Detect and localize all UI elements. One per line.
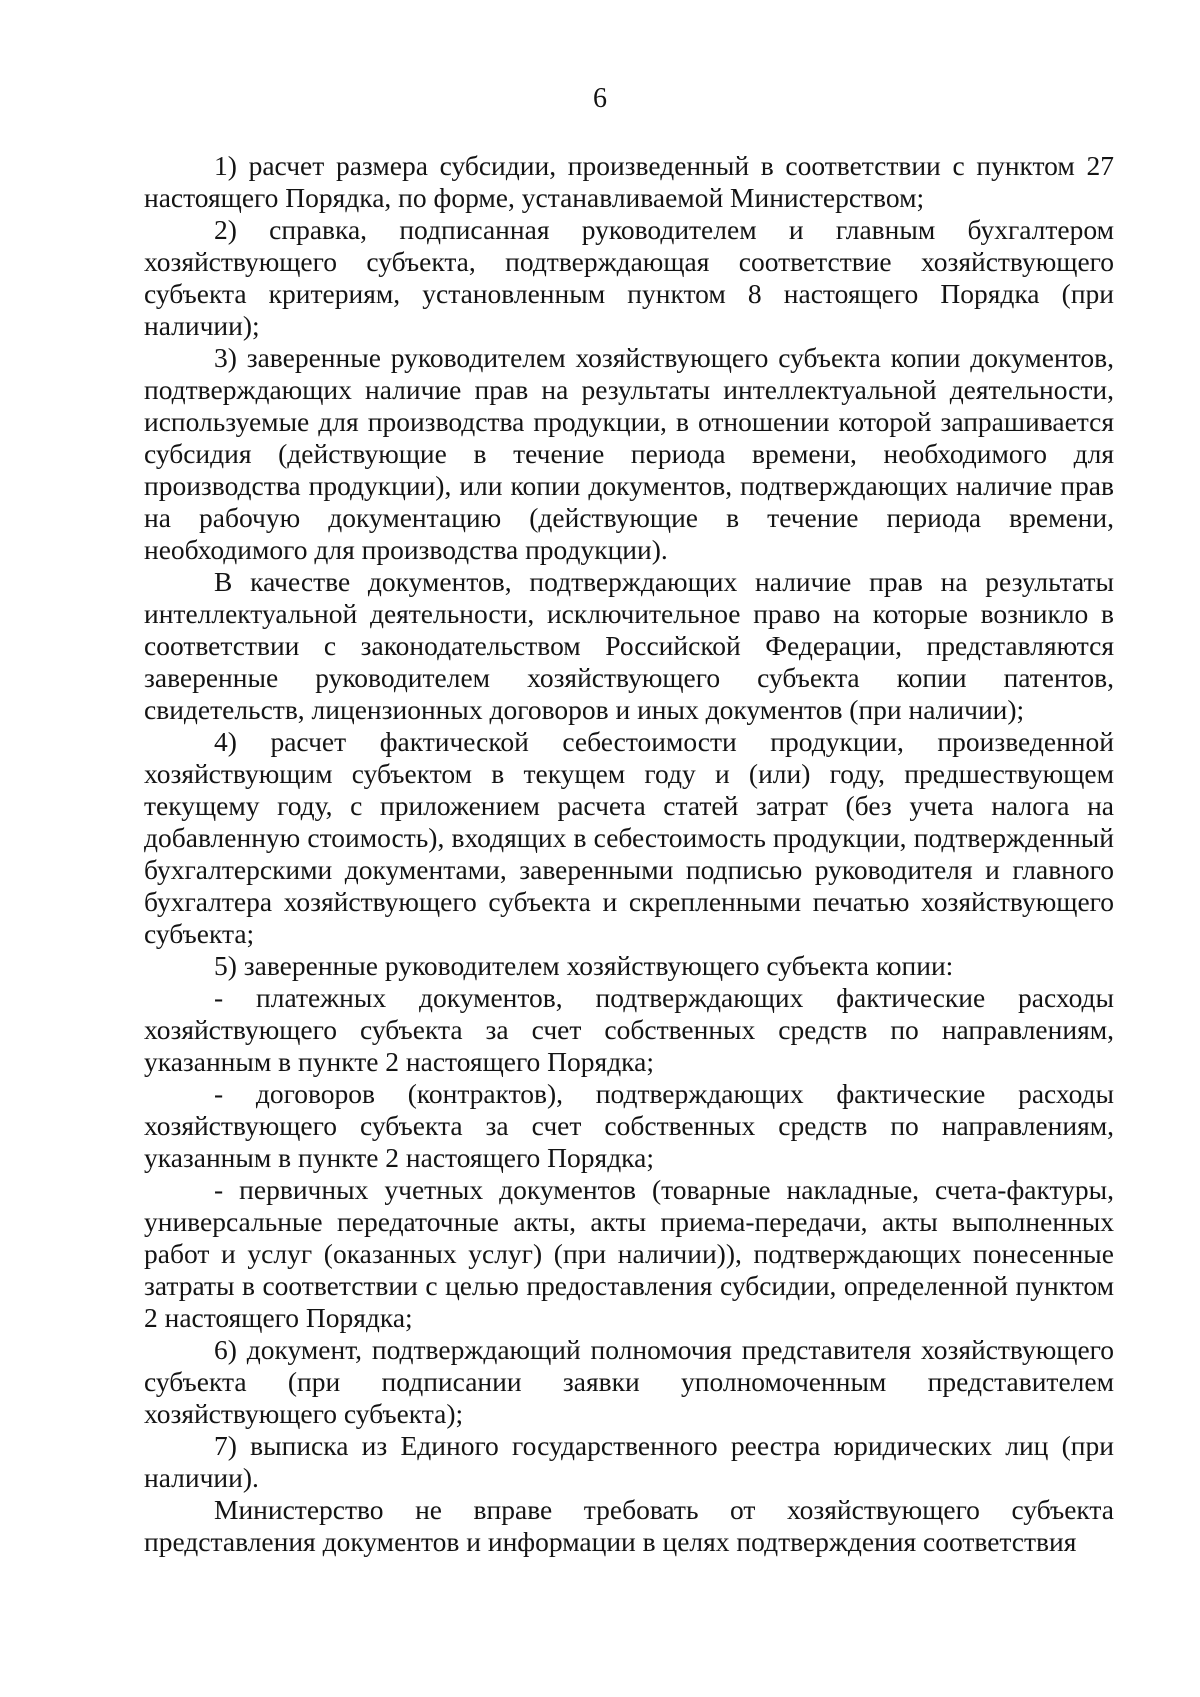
paragraph-item-1: 1) расчет размера субсидии, произведенный в соответствии с пунктом 27 настоящего Порядка, по форме, устанавливаемой Министерством;	[144, 150, 1114, 213]
list-item-payment-documents: - платежных документов, подтверждающих фактические расходы хозяйствующего субъекта за счет собственных средств по направлениям, указанным в пункте 2 настоящего Порядка;	[144, 982, 1114, 1077]
paragraph-item-5: 5) заверенные руководителем хозяйствующего субъекта копии:	[214, 950, 954, 981]
list-item-primary-documents: - первичных учетных документов (товарные накладные, счета-фактуры, универсальные передаточные акты, акты приема-передачи, акты выполненных работ и услуг (оказанных услуг) (при наличии)), подтверждающих понесенные затраты в соответствии с целью предоставления субсидии, определенной пунктом 2 настоящего Порядка;	[144, 1174, 1114, 1333]
paragraph-patents: В качестве документов, подтверждающих наличие прав на результаты интеллектуальной деятельности, исключительное право на которые возникло в соответствии с законодательством Российской Федерации, представляются заверенные руководителем хозяйствующего субъекта копии патентов, свидетельств, лицензионных договоров и иных документов (при наличии);	[144, 566, 1114, 725]
paragraph-ministry: Министерство не вправе требовать от хозяйствующего субъекта представления документов и информации в целях подтверждения соответствия	[144, 1494, 1114, 1557]
list-item-contracts: - договоров (контрактов), подтверждающих фактические расходы хозяйствующего субъекта за счет собственных средств по направлениям, указанным в пункте 2 настоящего Порядка;	[144, 1078, 1114, 1173]
document-body	[144, 150, 1114, 1558]
paragraph-item-7: 7) выписка из Единого государственного реестра юридических лиц (при наличии).	[144, 1430, 1114, 1493]
paragraph-item-6: 6) документ, подтверждающий полномочия представителя хозяйствующего субъекта (при подписании заявки уполномоченным представителем хозяйствующего субъекта);	[144, 1334, 1114, 1429]
page-number: 6	[593, 83, 607, 114]
paragraph-item-3: 3) заверенные руководителем хозяйствующего субъекта копии документов, подтверждающих наличие прав на результаты интеллектуальной деятельности, используемые для производства продукции, в отношении которой запрашивается субсидия (действующие в течение периода времени, необходимого для производства продукции), или копии документов, подтверждающих наличие прав на рабочую документацию (действующие в течение периода времени, необходимого для производства продукции).	[144, 342, 1114, 565]
paragraph-item-2: 2) справка, подписанная руководителем и главным бухгалтером хозяйствующего субъекта, подтверждающая соответствие хозяйствующего субъекта критериям, установленным пунктом 8 настоящего Порядка (при наличии);	[144, 214, 1114, 341]
paragraph-item-4: 4) расчет фактической себестоимости продукции, произведенной хозяйствующим субъектом в текущем году и (или) году, предшествующем текущему году, с приложением расчета статей затрат (без учета налога на добавленную стоимость), входящих в себестоимость продукции, подтвержденный бухгалтерскими документами, заверенными подписью руководителя и главного бухгалтера хозяйствующего субъекта и скрепленными печатью хозяйствующего субъекта;	[144, 726, 1114, 949]
